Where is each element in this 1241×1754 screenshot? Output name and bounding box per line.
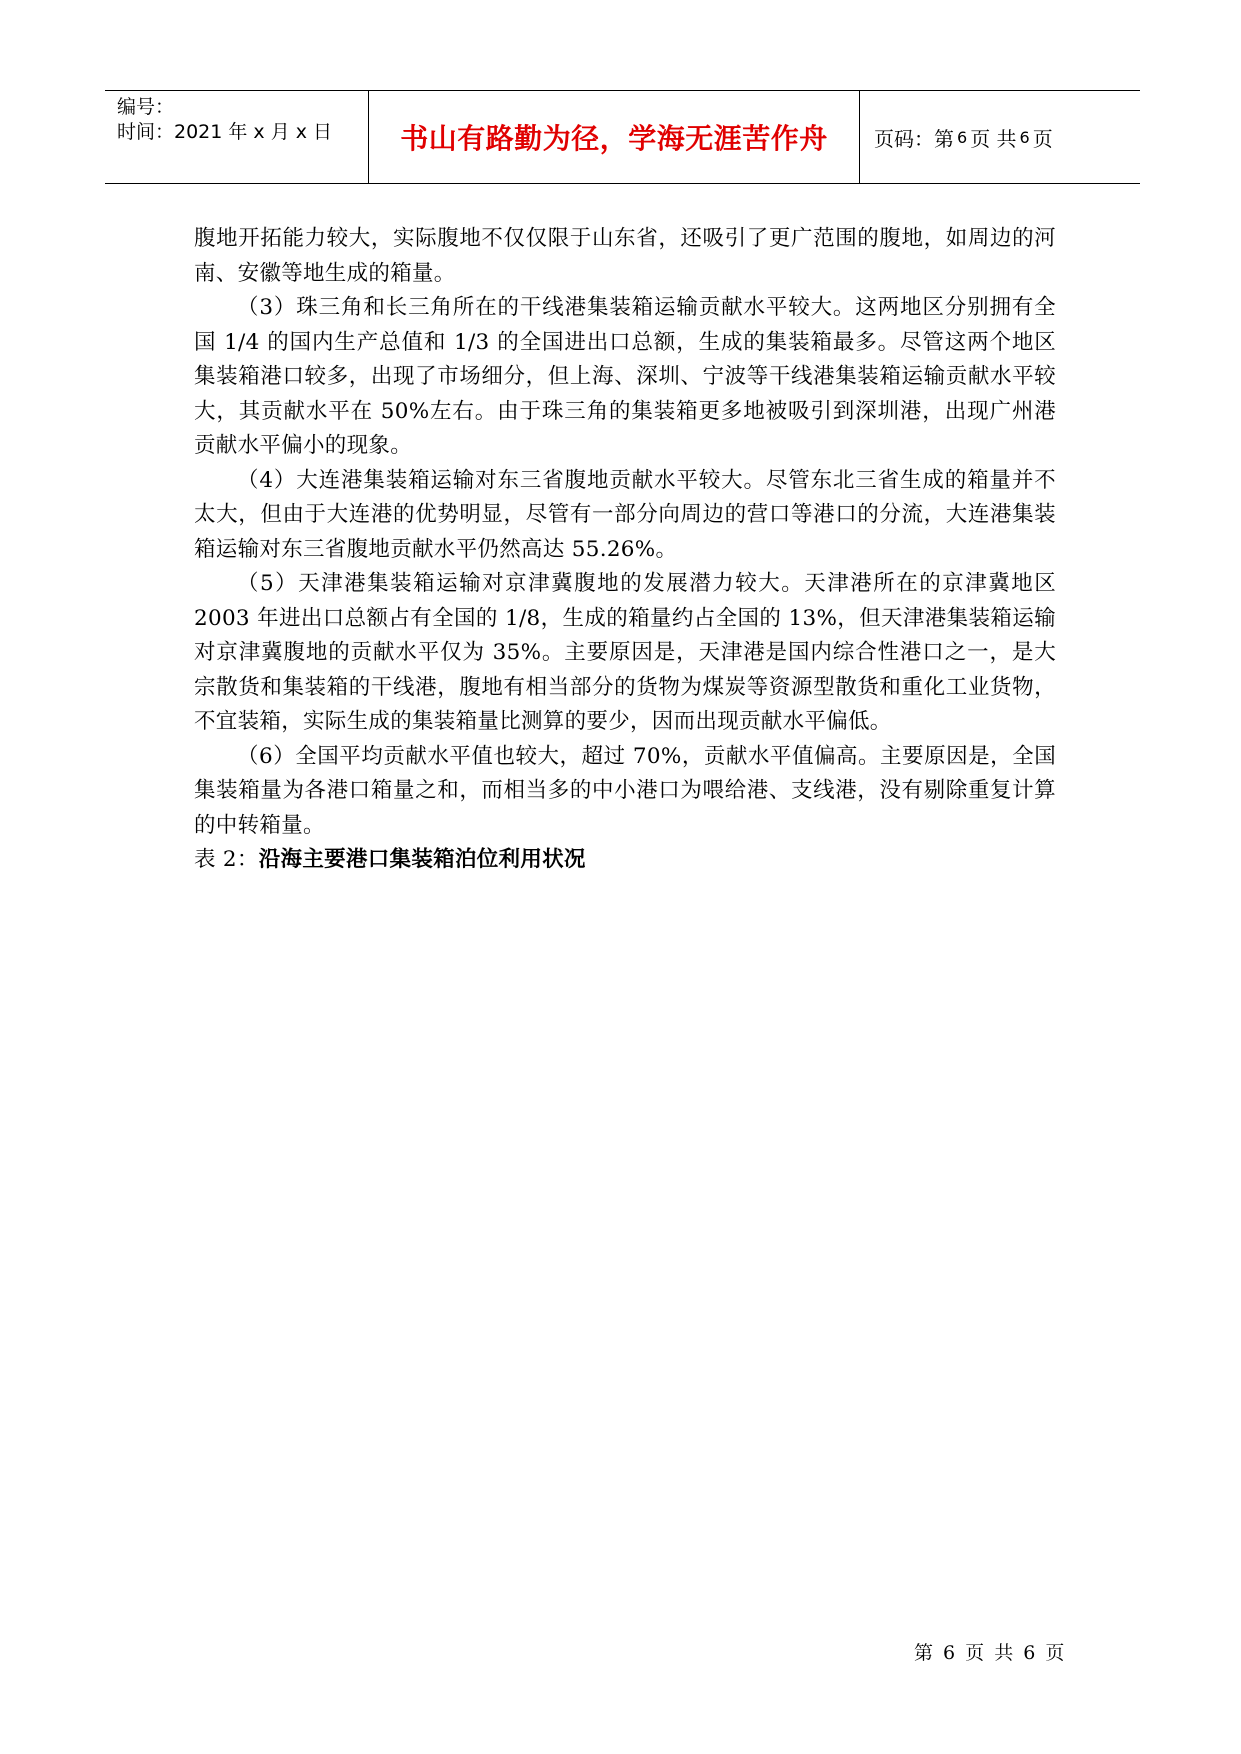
page-prefix: 页码：第 — [874, 126, 954, 151]
header-motto: 书山有路勤为径，学海无涯苦作舟 — [369, 91, 860, 183]
header-page-number — [860, 91, 1140, 183]
document-body — [194, 222, 1056, 878]
document-date: 时间：2021 年 x 月 x 日 — [117, 121, 333, 143]
page-total: 6 — [1019, 127, 1030, 147]
page-mid: 页 共 — [970, 126, 1017, 151]
table-caption — [194, 843, 1056, 878]
page-current: 6 — [957, 127, 968, 147]
paragraph: （5）天津港集装箱运输对京津冀腹地的发展潜力较大。天津港所在的京津冀地区 2003 年进出口总额占有全国的 1/8，生成的箱量约占全国的 13%，但天津港集装箱运输对京津冀腹地的贡献水平仅为 35%。主要原因是，天津港是国内综合性港口之一，是大宗散货和集装箱的干线港，腹地有相当部分的货物为煤炭等资源型散货和重化工业货物，不宜装箱，实际生成的集装箱量比测算的要少，因而出现贡献水平偏低。 — [194, 571, 1056, 734]
page-footer: 第 6 页 共 6 页 — [914, 1642, 1067, 1664]
page-header — [105, 90, 1140, 184]
paragraph: （4）大连港集装箱运输对东三省腹地贡献水平较大。尽管东北三省生成的箱量并不太大，但由于大连港的优势明显，尽管有一部分向周边的营口等港口的分流，大连港集装箱运输对东三省腹地贡献水平仍然高达 55.26%。 — [194, 467, 1056, 562]
paragraph: 腹地开拓能力较大，实际腹地不仅仅限于山东省，还吸引了更广范围的腹地，如周边的河南、安徽等地生成的箱量。 — [194, 226, 1056, 286]
document-number-label: 编号： — [117, 96, 175, 118]
page-suffix: 页 — [1032, 126, 1053, 151]
header-meta — [105, 91, 369, 183]
table-caption-prefix: 表 2： — [194, 847, 259, 872]
paragraph: （6）全国平均贡献水平值也较大，超过 70%，贡献水平值偏高。主要原因是，全国集装箱量为各港口箱量之和，而相当多的中小港口为喂给港、支线港，没有剔除重复计算的中转箱量。 — [194, 743, 1056, 838]
table-caption-title: 沿海主要港口集装箱泊位利用状况 — [258, 847, 586, 872]
paragraph: （3）珠三角和长三角所在的干线港集装箱运输贡献水平较大。这两地区分别拥有全国 1/4 的国内生产总值和 1/3 的全国进出口总额，生成的集装箱最多。尽管这两个地区集装箱港口较多，出现了市场细分，但上海、深圳、宁波等干线港集装箱运输贡献水平较大，其贡献水平在 50%左右。由于珠三角的集装箱更多地被吸引到深圳港，出现广州港贡献水平偏小的现象。 — [194, 295, 1056, 458]
